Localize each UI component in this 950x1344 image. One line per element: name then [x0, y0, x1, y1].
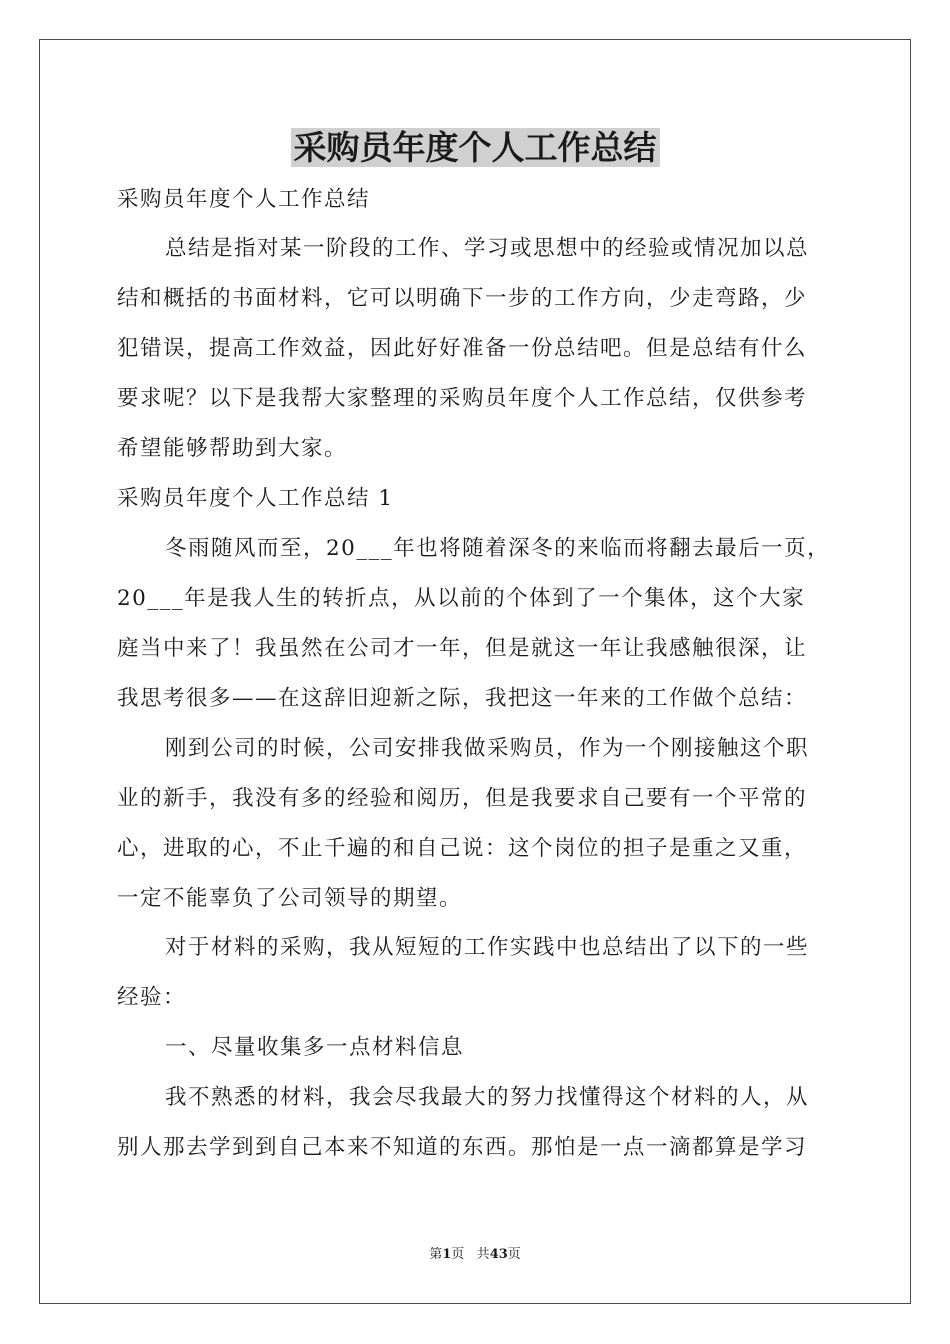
- footer-total-suffix: 页: [507, 1247, 521, 1262]
- body-line: 犯错误，提高工作效益，因此好好准备一份总结吧。但是总结有什么: [117, 336, 808, 361]
- footer-total-pages: 43: [489, 1247, 508, 1262]
- body-line: 对于材料的采购，我从短短的工作实践中也总结出了以下的一些: [165, 935, 810, 960]
- subtitle-line: 采购员年度个人工作总结: [117, 187, 371, 212]
- body-line: 业的新手，我没有多的经验和阅历，但是我要求自己要有一个平常的: [117, 786, 808, 811]
- body-line: 经验：: [117, 985, 187, 1010]
- page-border: [39, 39, 911, 1304]
- body-line: 结和概括的书面材料，它可以明确下一步的工作方向，少走弯路，少: [117, 286, 808, 311]
- body-line: 要求呢？以下是我帮大家整理的采购员年度个人工作总结，仅供参考: [117, 386, 808, 411]
- body-line: 总结是指对某一阶段的工作、学习或思想中的经验或情况加以总: [165, 236, 810, 261]
- subheading-line: 一、尽量收集多一点材料信息: [165, 1035, 465, 1060]
- footer-total-prefix: 共: [476, 1247, 490, 1262]
- body-line: 我思考很多——在这辞旧迎新之际，我把这一年来的工作做个总结：: [117, 686, 808, 711]
- body-line: 心，进取的心，不止千遍的和自己说：这个岗位的担子是重之又重，: [117, 836, 808, 861]
- body-line: 刚到公司的时候，公司安排我做采购员，作为一个刚接触这个职: [165, 736, 810, 761]
- document-title-text: 采购员年度个人工作总结: [291, 128, 660, 167]
- body-line: 别人那去学到到自己本来不知道的东西。那怕是一点一滴都算是学习: [117, 1135, 808, 1160]
- footer-page-number: 1: [442, 1247, 452, 1262]
- body-line: 20___年是我人生的转折点，从以前的个体到了一个集体，这个大家: [117, 586, 806, 611]
- body-line: 冬雨随风而至，20___年也将随着深冬的来临而将翻去最后一页，: [165, 536, 831, 561]
- body-line: 庭当中来了！我虽然在公司才一年，但是就这一年让我感触很深，让: [117, 636, 808, 661]
- body-line: 希望能够帮助到大家。: [117, 436, 348, 461]
- body-line: 我不熟悉的材料，我会尽我最大的努力找懂得这个材料的人，从: [165, 1085, 810, 1110]
- footer-page-suffix: 页: [451, 1247, 465, 1262]
- section-heading: 采购员年度个人工作总结 1: [117, 486, 394, 511]
- document-title: [0, 124, 950, 172]
- page-footer: [0, 1246, 950, 1264]
- body-line: 一定不能辜负了公司领导的期望。: [117, 886, 463, 911]
- footer-page-prefix: 第: [429, 1247, 443, 1262]
